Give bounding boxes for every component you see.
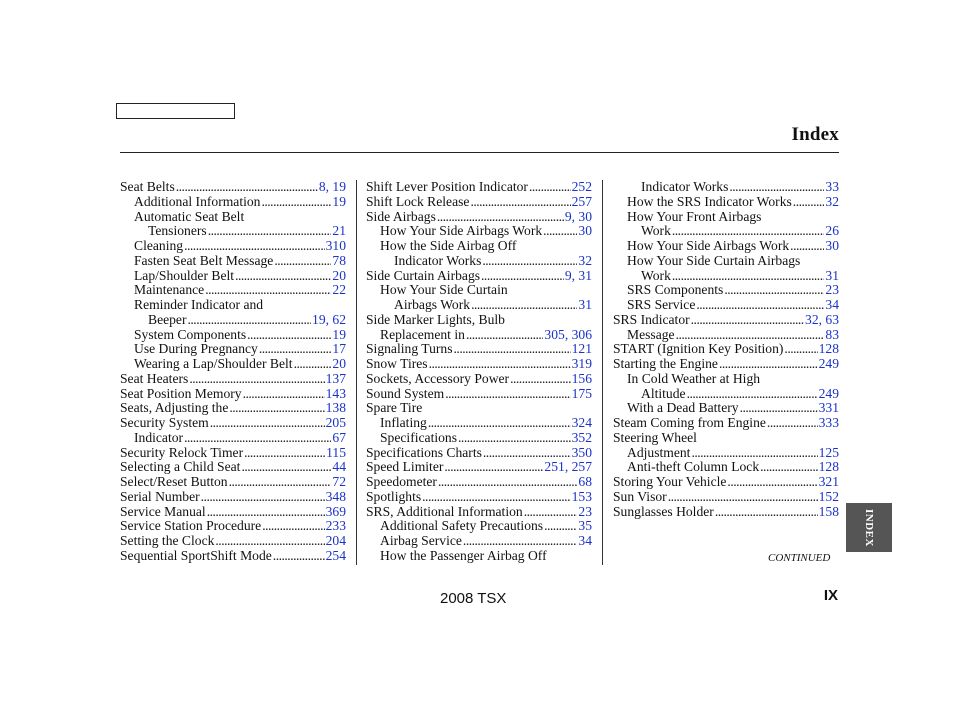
index-entry-term: Security System bbox=[120, 415, 209, 430]
dot-leader bbox=[724, 283, 824, 298]
page-link[interactable]: 249 bbox=[818, 356, 839, 371]
index-entry bbox=[120, 328, 346, 343]
index-entry bbox=[613, 431, 839, 446]
page-link[interactable]: 23 bbox=[825, 282, 839, 298]
dot-leader bbox=[244, 446, 325, 461]
index-entry-term: Side Curtain Airbags bbox=[366, 267, 481, 283]
index-column-2 bbox=[366, 180, 592, 564]
index-entry-term: Speed Limiter bbox=[366, 459, 444, 475]
index-entry bbox=[613, 269, 839, 284]
page-link[interactable]: 257 bbox=[571, 193, 592, 209]
page-link[interactable]: 352 bbox=[571, 429, 592, 445]
index-entry-term: SRS Components bbox=[627, 282, 724, 298]
dot-leader bbox=[184, 431, 331, 446]
page-link[interactable]: 78 bbox=[332, 252, 346, 268]
index-entry-term: Reminder Indicator and bbox=[134, 297, 264, 312]
page-title: Index bbox=[791, 124, 839, 145]
index-entry bbox=[366, 283, 592, 298]
index-tab-label: INDEX bbox=[863, 508, 875, 547]
page-link[interactable]: 19 bbox=[332, 193, 346, 209]
index-entry bbox=[120, 490, 346, 505]
page-link[interactable]: 251, 257 bbox=[544, 459, 592, 475]
page-link[interactable]: 21 bbox=[332, 223, 346, 239]
index-entry bbox=[366, 313, 592, 328]
index-entry-term: Work bbox=[641, 267, 671, 283]
dot-leader bbox=[543, 224, 577, 239]
page-link[interactable]: 254 bbox=[325, 547, 346, 563]
dot-leader bbox=[696, 298, 824, 313]
index-entry-term: Seat Belts bbox=[120, 179, 175, 194]
dot-leader bbox=[529, 180, 571, 195]
page-link[interactable]: 19 bbox=[332, 326, 346, 342]
dot-leader bbox=[691, 446, 817, 461]
index-entry bbox=[120, 239, 346, 254]
index-entry bbox=[366, 180, 592, 195]
index-entry bbox=[120, 549, 346, 564]
page-link[interactable]: 128 bbox=[818, 341, 839, 357]
index-entry-term: Service Station Procedure bbox=[120, 518, 262, 534]
page-link[interactable]: 204 bbox=[325, 533, 346, 548]
page-link[interactable]: 121 bbox=[571, 341, 592, 357]
dot-leader bbox=[740, 401, 818, 416]
dot-leader bbox=[261, 195, 331, 210]
index-entry-term: Sockets, Accessory Power bbox=[366, 370, 510, 386]
dot-leader bbox=[428, 416, 571, 431]
dot-leader bbox=[294, 357, 332, 372]
index-entry-term: How the SRS Indicator Works bbox=[627, 193, 792, 209]
index-entry-term: Steam Coming from Engine bbox=[613, 415, 766, 430]
continued-label: CONTINUED bbox=[768, 552, 831, 564]
index-entry bbox=[366, 239, 592, 254]
index-entry-term: Work bbox=[641, 223, 671, 239]
index-entry-term: How Your Side Curtain bbox=[380, 282, 508, 298]
index-entry-term: Maintenance bbox=[134, 282, 205, 298]
index-entry bbox=[366, 401, 592, 416]
page-link[interactable]: 252 bbox=[571, 179, 592, 194]
dot-leader bbox=[544, 519, 577, 534]
index-entry-term: How the Side Airbag Off bbox=[380, 238, 517, 253]
dot-leader bbox=[229, 475, 332, 490]
index-entry-term: Indicator bbox=[134, 429, 184, 445]
page-link[interactable]: 249 bbox=[818, 385, 839, 401]
dot-leader bbox=[458, 431, 571, 446]
index-entry-term: Sunglasses Holder bbox=[613, 503, 714, 519]
dot-leader bbox=[729, 180, 824, 195]
dot-leader bbox=[176, 180, 318, 195]
dot-leader bbox=[189, 372, 324, 387]
index-entry-term: Adjustment bbox=[627, 444, 691, 460]
index-entry-term: SRS, Additional Information bbox=[366, 503, 523, 519]
index-entry-term: Replacement in bbox=[380, 326, 465, 342]
page-link[interactable]: 305, 306 bbox=[544, 326, 592, 342]
index-entry bbox=[120, 460, 346, 475]
dot-leader bbox=[482, 254, 577, 269]
dot-leader bbox=[201, 490, 325, 505]
page-link[interactable]: 175 bbox=[571, 385, 592, 401]
index-entry bbox=[613, 372, 839, 387]
dot-leader bbox=[767, 416, 818, 431]
index-column-3 bbox=[613, 180, 839, 519]
page-link[interactable]: 348 bbox=[325, 488, 346, 504]
index-entry bbox=[613, 298, 839, 313]
dot-leader bbox=[483, 446, 571, 461]
footer-model: 2008 TSX bbox=[440, 590, 507, 607]
index-entry-term: Lap/Shoulder Belt bbox=[134, 267, 235, 283]
dot-leader bbox=[184, 239, 325, 254]
dot-leader bbox=[274, 254, 331, 269]
page-link[interactable]: 67 bbox=[332, 429, 346, 445]
dot-leader bbox=[262, 519, 324, 534]
index-entry-term: Altitude bbox=[641, 385, 686, 401]
index-entry-term: Snow Tires bbox=[366, 356, 428, 371]
page-link[interactable]: 310 bbox=[325, 238, 346, 253]
index-entry-term: START (Ignition Key Position) bbox=[613, 341, 784, 357]
index-entry bbox=[366, 534, 592, 549]
index-entry bbox=[366, 357, 592, 372]
index-entry-term: Starting the Engine bbox=[613, 356, 718, 371]
page-link[interactable]: 22 bbox=[332, 282, 346, 298]
index-entry-term: Steering Wheel bbox=[613, 429, 697, 445]
dot-leader bbox=[760, 460, 817, 475]
dot-leader bbox=[235, 269, 331, 284]
index-entry bbox=[120, 446, 346, 461]
index-entry-term: Sequential SportShift Mode bbox=[120, 547, 272, 563]
index-entry bbox=[120, 224, 346, 239]
index-entry bbox=[613, 313, 839, 328]
dot-leader bbox=[205, 283, 331, 298]
dot-leader bbox=[215, 534, 324, 549]
index-entry bbox=[120, 180, 346, 195]
index-entry-term: Spare Tire bbox=[366, 400, 423, 416]
index-entry bbox=[366, 210, 592, 225]
dot-leader bbox=[210, 416, 325, 431]
index-entry bbox=[613, 328, 839, 343]
index-entry-term: Specifications Charts bbox=[366, 444, 482, 460]
page-link[interactable]: 31 bbox=[578, 297, 592, 312]
index-entry bbox=[613, 505, 839, 520]
index-entry-term: Additional Safety Precautions bbox=[380, 518, 544, 534]
dot-leader bbox=[481, 269, 564, 284]
index-entry bbox=[120, 416, 346, 431]
dot-leader bbox=[445, 387, 570, 402]
index-entry bbox=[366, 298, 592, 313]
index-entry bbox=[613, 239, 839, 254]
index-entry bbox=[120, 505, 346, 520]
page-link[interactable]: 125 bbox=[818, 444, 839, 460]
index-entry bbox=[613, 387, 839, 402]
index-entry-term: SRS Service bbox=[627, 297, 696, 312]
dot-leader bbox=[243, 387, 325, 402]
index-entry bbox=[120, 195, 346, 210]
index-entry-term: System Components bbox=[134, 326, 247, 342]
page-link[interactable]: 331 bbox=[818, 400, 839, 416]
index-entry bbox=[120, 357, 346, 372]
dot-leader bbox=[466, 328, 543, 343]
page-link[interactable]: 31 bbox=[825, 267, 839, 283]
page-link[interactable]: 34 bbox=[825, 297, 839, 312]
index-entry bbox=[613, 475, 839, 490]
page-link[interactable]: 34 bbox=[578, 533, 592, 548]
index-entry bbox=[120, 210, 346, 225]
page-link[interactable]: 30 bbox=[578, 223, 592, 239]
dot-leader bbox=[188, 313, 312, 328]
page-link[interactable]: 83 bbox=[825, 326, 839, 342]
index-entry bbox=[613, 490, 839, 505]
page-link[interactable]: 33 bbox=[825, 179, 839, 194]
page-link[interactable]: 152 bbox=[818, 488, 839, 504]
index-entry bbox=[120, 519, 346, 534]
index-side-tab[interactable] bbox=[846, 503, 892, 552]
dot-leader bbox=[727, 475, 817, 490]
page-link[interactable]: 17 bbox=[332, 341, 346, 357]
page-link[interactable]: 20 bbox=[332, 267, 346, 283]
page-link[interactable]: 32 bbox=[825, 193, 839, 209]
index-entry-term: Anti-theft Column Lock bbox=[627, 459, 760, 475]
page-link[interactable]: 233 bbox=[325, 518, 346, 534]
index-entry bbox=[120, 298, 346, 313]
index-entry bbox=[120, 313, 346, 328]
dot-leader bbox=[241, 460, 331, 475]
index-entry bbox=[366, 460, 592, 475]
index-entry bbox=[120, 342, 346, 357]
index-entry-term: Fasten Seat Belt Message bbox=[134, 252, 274, 268]
dot-leader bbox=[471, 298, 577, 313]
index-entry-term: Side Marker Lights, Bulb bbox=[366, 311, 505, 327]
page-link[interactable]: 32 bbox=[578, 252, 592, 268]
index-entry-term: How Your Front Airbags bbox=[627, 208, 762, 224]
dot-leader bbox=[687, 387, 818, 402]
page-link[interactable]: 23 bbox=[578, 503, 592, 519]
index-entry-term: Selecting a Child Seat bbox=[120, 459, 241, 475]
index-entry-term: Message bbox=[627, 326, 675, 342]
page-link[interactable]: 153 bbox=[571, 488, 592, 504]
dot-leader bbox=[719, 357, 818, 372]
dot-leader bbox=[715, 505, 818, 520]
page-link[interactable]: 319 bbox=[571, 356, 592, 371]
page-link[interactable]: 9, 31 bbox=[564, 267, 592, 283]
page-link[interactable]: 19, 62 bbox=[312, 311, 346, 327]
dot-leader bbox=[463, 534, 577, 549]
index-entry-term: Shift Lever Position Indicator bbox=[366, 179, 528, 194]
index-entry bbox=[613, 210, 839, 225]
index-entry-term: Shift Lock Release bbox=[366, 193, 470, 209]
index-entry-term: Seat Heaters bbox=[120, 370, 189, 386]
page-link[interactable]: 324 bbox=[571, 415, 592, 430]
index-entry bbox=[366, 372, 592, 387]
index-entry-term: Specifications bbox=[380, 429, 458, 445]
dot-leader bbox=[438, 475, 577, 490]
dot-leader bbox=[672, 224, 825, 239]
index-entry bbox=[613, 357, 839, 372]
index-entry bbox=[120, 269, 346, 284]
index-entry-term: Automatic Seat Belt bbox=[134, 208, 245, 224]
index-entry-term: Inflating bbox=[380, 415, 427, 430]
page-link[interactable]: 369 bbox=[325, 503, 346, 519]
index-entry bbox=[366, 446, 592, 461]
index-entry bbox=[366, 549, 592, 564]
index-entry bbox=[613, 416, 839, 431]
index-entry bbox=[120, 475, 346, 490]
index-entry-term: Airbag Service bbox=[380, 533, 462, 548]
index-entry bbox=[366, 505, 592, 520]
column-divider bbox=[602, 180, 603, 565]
index-entry-term: Spotlights bbox=[366, 488, 422, 504]
page-link[interactable]: 115 bbox=[326, 444, 346, 460]
index-entry bbox=[366, 475, 592, 490]
page-link[interactable]: 8, 19 bbox=[318, 179, 346, 194]
dot-leader bbox=[790, 239, 824, 254]
index-entry-term: Side Airbags bbox=[366, 208, 436, 224]
page-link[interactable]: 9, 30 bbox=[564, 208, 592, 224]
index-entry-term: With a Dead Battery bbox=[627, 400, 739, 416]
index-entry bbox=[120, 372, 346, 387]
page-link[interactable]: 20 bbox=[332, 356, 346, 371]
dot-leader bbox=[444, 460, 543, 475]
index-entry bbox=[120, 387, 346, 402]
dot-leader bbox=[672, 269, 825, 284]
title-rule bbox=[120, 152, 839, 153]
index-entry bbox=[366, 224, 592, 239]
index-entry bbox=[613, 401, 839, 416]
dot-leader bbox=[454, 342, 571, 357]
page-link[interactable]: 156 bbox=[571, 370, 592, 386]
index-entry bbox=[366, 328, 592, 343]
dot-leader bbox=[676, 328, 825, 343]
page-link[interactable]: 26 bbox=[825, 223, 839, 239]
index-entry-term: How Your Side Airbags Work bbox=[380, 223, 543, 239]
column-divider bbox=[356, 180, 357, 565]
index-entry-term: Indicator Works bbox=[394, 252, 482, 268]
index-entry bbox=[366, 195, 592, 210]
index-entry-term: Storing Your Vehicle bbox=[613, 474, 727, 489]
page-link[interactable]: 44 bbox=[332, 459, 346, 475]
index-entry-term: Airbags Work bbox=[394, 297, 471, 312]
index-entry-term: Seats, Adjusting the bbox=[120, 400, 229, 416]
dot-leader bbox=[247, 328, 331, 343]
page-link[interactable]: 158 bbox=[818, 503, 839, 519]
index-entry-term: Use During Pregnancy bbox=[134, 341, 258, 357]
index-entry-term: Seat Position Memory bbox=[120, 385, 242, 401]
index-entry bbox=[366, 431, 592, 446]
index-entry bbox=[120, 431, 346, 446]
index-entry bbox=[120, 254, 346, 269]
index-entry-term: How Your Side Airbags Work bbox=[627, 238, 790, 253]
index-entry bbox=[366, 269, 592, 284]
index-column-1 bbox=[120, 180, 346, 564]
page-link[interactable]: 68 bbox=[578, 474, 592, 489]
index-entry bbox=[120, 401, 346, 416]
index-entry-term: Security Relock Timer bbox=[120, 444, 244, 460]
dot-leader bbox=[422, 490, 570, 505]
page-link[interactable]: 321 bbox=[818, 474, 839, 489]
index-entry-term: Speedometer bbox=[366, 474, 437, 489]
index-entry-term: Setting the Clock bbox=[120, 533, 215, 548]
index-entry-term: Sound System bbox=[366, 385, 445, 401]
index-entry bbox=[366, 254, 592, 269]
page-link[interactable]: 137 bbox=[325, 370, 346, 386]
index-entry bbox=[366, 519, 592, 534]
index-entry bbox=[613, 224, 839, 239]
index-entry-term: Signaling Turns bbox=[366, 341, 453, 357]
dot-leader bbox=[784, 342, 817, 357]
dot-leader bbox=[524, 505, 578, 520]
index-entry-term: Wearing a Lap/Shoulder Belt bbox=[134, 356, 293, 371]
dot-leader bbox=[229, 401, 324, 416]
index-entry-term: Additional Information bbox=[134, 193, 261, 209]
index-entry-term: Service Manual bbox=[120, 503, 206, 519]
page-link[interactable]: 128 bbox=[818, 459, 839, 475]
dot-leader bbox=[208, 224, 332, 239]
page-link[interactable]: 205 bbox=[325, 415, 346, 430]
page-link[interactable]: 32, 63 bbox=[805, 311, 839, 327]
index-entry bbox=[366, 416, 592, 431]
header-box bbox=[116, 103, 235, 119]
index-entry-term: Select/Reset Button bbox=[120, 474, 228, 489]
index-entry bbox=[366, 490, 592, 505]
index-entry-term: Beeper bbox=[148, 311, 187, 327]
index-entry bbox=[613, 446, 839, 461]
page-link[interactable]: 72 bbox=[332, 474, 346, 489]
index-entry bbox=[613, 254, 839, 269]
dot-leader bbox=[668, 490, 818, 505]
index-entry bbox=[613, 460, 839, 475]
dot-leader bbox=[691, 313, 804, 328]
index-entry bbox=[613, 283, 839, 298]
index-entry-term: Tensioners bbox=[148, 223, 207, 239]
page-link[interactable]: 350 bbox=[571, 444, 592, 460]
index-entry-term: Indicator Works bbox=[641, 179, 729, 194]
index-entry-term: In Cold Weather at High bbox=[627, 370, 761, 386]
index-entry-term: Sun Visor bbox=[613, 488, 667, 504]
dot-leader bbox=[793, 195, 825, 210]
index-entry-term: How Your Side Curtain Airbags bbox=[627, 252, 801, 268]
index-entry bbox=[366, 342, 592, 357]
index-entry bbox=[613, 180, 839, 195]
dot-leader bbox=[470, 195, 570, 210]
page-link[interactable]: 30 bbox=[825, 238, 839, 253]
index-entry-term: Serial Number bbox=[120, 488, 200, 504]
page-link[interactable]: 333 bbox=[818, 415, 839, 430]
index-entry-term: How the Passenger Airbag Off bbox=[380, 547, 547, 563]
index-entry-term: Cleaning bbox=[134, 238, 184, 253]
dot-leader bbox=[273, 549, 325, 564]
index-entry bbox=[120, 534, 346, 549]
index-entry-term: SRS Indicator bbox=[613, 311, 690, 327]
footer-page-number: IX bbox=[823, 587, 838, 604]
index-entry bbox=[120, 283, 346, 298]
dot-leader bbox=[259, 342, 332, 357]
dot-leader bbox=[437, 210, 564, 225]
index-entry bbox=[613, 195, 839, 210]
dot-leader bbox=[429, 357, 571, 372]
page-link[interactable]: 35 bbox=[578, 518, 592, 534]
dot-leader bbox=[207, 505, 325, 520]
index-entry bbox=[366, 387, 592, 402]
page-link[interactable]: 143 bbox=[325, 385, 346, 401]
index-entry bbox=[613, 342, 839, 357]
dot-leader bbox=[510, 372, 571, 387]
page-link[interactable]: 138 bbox=[325, 400, 346, 416]
